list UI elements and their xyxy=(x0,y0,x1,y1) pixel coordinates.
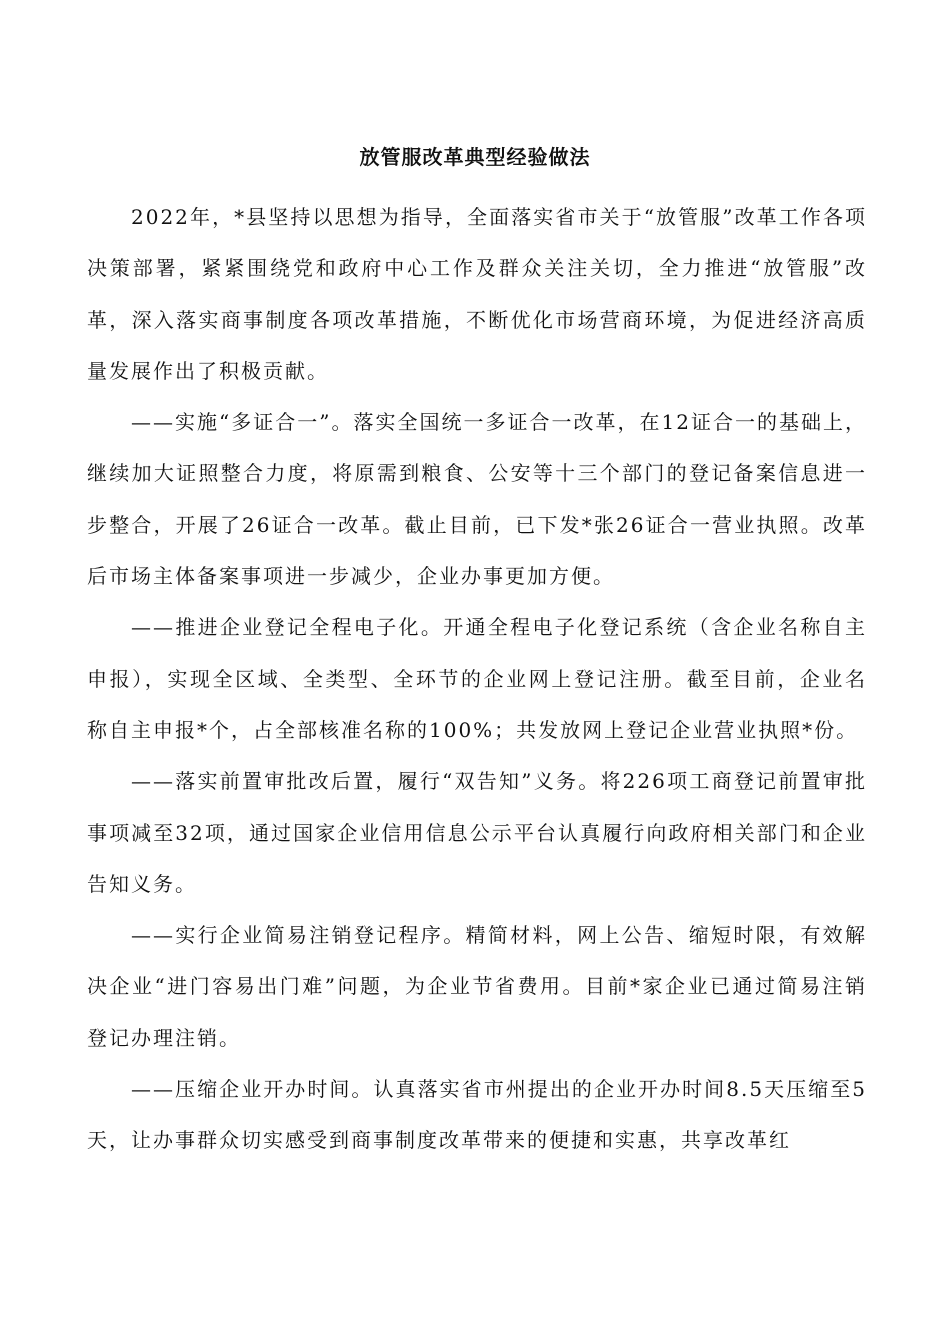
paragraph-electronic-registration: ——推进企业登记全程电子化。开通全程电子化登记系统（含企业名称自主申报），实现全区域、全类型、全环节的企业网上登记注册。截至目前，企业名称自主申报*个，占全部核准名称的100%；共发放网上登记企业营业执照*份。 xyxy=(87,615,867,742)
paragraph-simple-deregistration: ——实行企业简易注销登记程序。精简材料，网上公告、缩短时限，有效解决企业“进门容易出门难”问题，为企业节省费用。目前*家企业已通过简易注销登记办理注销。 xyxy=(87,923,867,1050)
paragraph-approval-reform: ——落实前置审批改后置，履行“双告知”义务。将226项工商登记前置审批事项减至32项，通过国家企业信用信息公示平台认真履行向政府相关部门和企业告知义务。 xyxy=(87,769,867,896)
document-title: 放管服改革典型经验做法 xyxy=(359,145,591,169)
paragraph-multi-certificate: ——实施“多证合一”。落实全国统一多证合一改革，在12证合一的基础上，继续加大证照整合力度，将原需到粮食、公安等十三个部门的登记备案信息进一步整合，开展了26证合一改革。截止目前，已下发*张26证合一营业执照。改革后市场主体备案事项进一步减少，企业办事更加方便。 xyxy=(87,410,867,589)
paragraph-intro: 2022年，*县坚持以思想为指导，全面落实省市关于“放管服”改革工作各项决策部署，紧紧围绕党和政府中心工作及群众关注关切，全力推进“放管服”改革，深入落实商事制度各项改革措施，不断优化市场营商环境，为促进经济高质量发展作出了积极贡献。 xyxy=(87,205,867,383)
paragraph-startup-time: ——压缩企业开办时间。认真落实省市州提出的企业开办时间8.5天压缩至5天，让办事群众切实感受到商事制度改革带来的便捷和实惠，共享改革红 xyxy=(87,1077,867,1153)
document-body xyxy=(87,192,867,1167)
